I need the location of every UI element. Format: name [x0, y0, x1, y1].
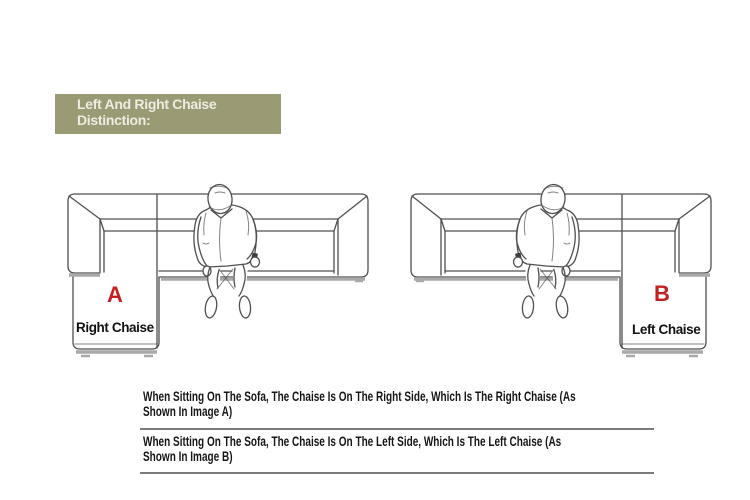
label-letter-a: A	[107, 282, 123, 307]
label-left-chaise: Left Chaise	[632, 322, 701, 337]
caption-line: Shown In Image A)	[143, 403, 233, 420]
caption-left-chaise	[143, 434, 561, 465]
section-title-banner	[55, 94, 281, 134]
sofa-diagram-a	[60, 183, 380, 368]
label-right-chaise: Right Chaise	[76, 320, 154, 335]
title-line-1: Left And Right Chaise	[77, 96, 217, 112]
label-letter-b: B	[654, 281, 670, 306]
caption-line: When Sitting On The Sofa, The Chaise Is On The Right Side, Which Is The Right Chaise (As	[143, 388, 576, 404]
caption-divider-1	[140, 428, 654, 430]
person-sketch	[194, 183, 260, 319]
caption-right-chaise	[143, 389, 576, 420]
title-line-2: Distinction:	[77, 111, 151, 128]
sofa-diagram-b	[395, 183, 715, 368]
caption-line: Shown In Image B)	[143, 448, 233, 465]
caption-divider-2	[140, 472, 654, 474]
caption-line: When Sitting On The Sofa, The Chaise Is On The Left Side, Which Is The Left Chaise (As	[143, 433, 562, 449]
